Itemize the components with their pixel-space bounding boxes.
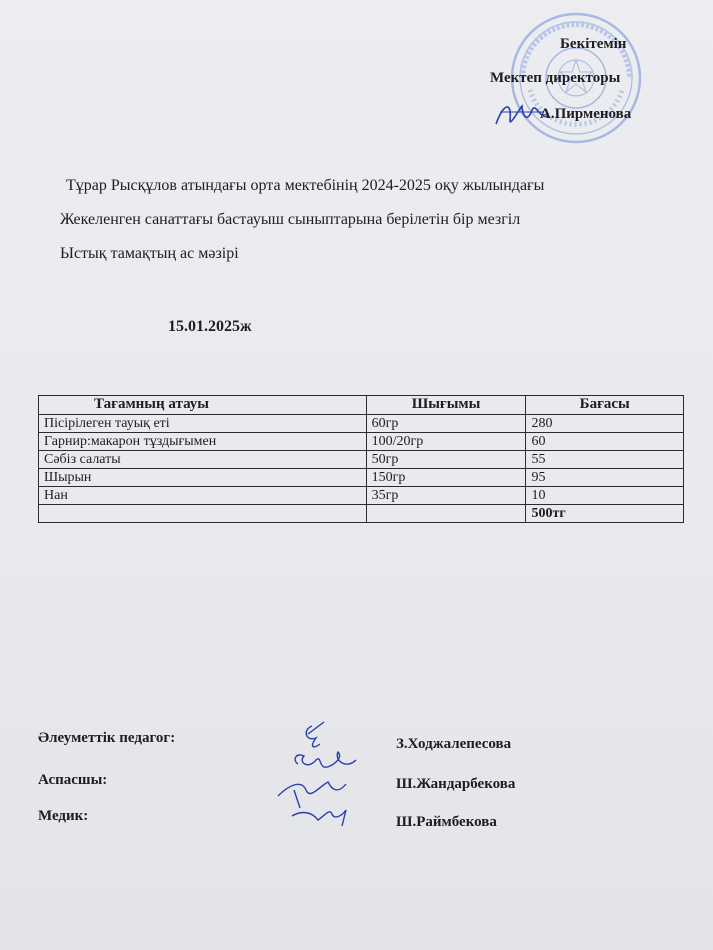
table-row — [39, 415, 684, 433]
table-row — [39, 451, 684, 469]
total-empty-cell — [39, 505, 367, 523]
dish-name: Шырын — [39, 469, 367, 487]
table-row — [39, 433, 684, 451]
dish-name: Гарнир:макарон тұздығымен — [39, 433, 367, 451]
dish-portion: 60гр — [366, 415, 526, 433]
menu-table — [38, 395, 684, 523]
heading-line-2: Жекеленген санаттағы бастауыш сыныптарына берілетін бір мезгіл — [60, 211, 521, 228]
table-header-row — [39, 396, 684, 415]
dish-portion: 35гр — [366, 487, 526, 505]
signatory-name-cook: Ш.Жандарбекова — [396, 776, 516, 792]
menu-date: 15.01.2025ж — [168, 318, 252, 335]
total-price: 500тг — [526, 505, 684, 523]
signatory-role-social-pedagogue: Әлеуметтік педагог: — [38, 730, 176, 746]
total-empty-cell — [366, 505, 526, 523]
signatory-role-medic: Медик: — [38, 808, 89, 824]
approval-title: Бекітемін — [560, 36, 627, 52]
signatory-name-social-pedagogue: З.Ходжалепесова — [396, 736, 512, 752]
table-total-row — [39, 505, 684, 523]
heading-line-1: Тұрар Рысқұлов атындағы орта мектебінің 2024-2025 оқу жылындағы — [66, 177, 545, 194]
handwritten-signatures — [272, 720, 372, 830]
dish-name: Пісірілеген тауық еті — [39, 415, 367, 433]
table-row — [39, 469, 684, 487]
dish-price: 10 — [526, 487, 684, 505]
dish-name: Сәбіз салаты — [39, 451, 367, 469]
signatory-name-medic: Ш.Раймбекова — [396, 814, 497, 830]
dish-name: Нан — [39, 487, 367, 505]
dish-price: 280 — [526, 415, 684, 433]
column-header-price: Бағасы — [526, 396, 684, 415]
dish-price: 55 — [526, 451, 684, 469]
signatory-role-cook: Аспасшы: — [38, 772, 108, 788]
dish-portion: 150гр — [366, 469, 526, 487]
column-header-portion: Шығымы — [366, 396, 526, 415]
dish-price: 60 — [526, 433, 684, 451]
dish-portion: 100/20гр — [366, 433, 526, 451]
column-header-dish: Тағамның атауы — [39, 396, 367, 415]
dish-price: 95 — [526, 469, 684, 487]
table-row — [39, 487, 684, 505]
approval-role: Мектеп директоры — [490, 70, 621, 86]
approval-name: А.Пирменова — [540, 106, 632, 122]
dish-portion: 50гр — [366, 451, 526, 469]
heading-line-3: Ыстық тамақтың ас мәзірі — [60, 245, 239, 262]
document-heading — [60, 172, 660, 274]
